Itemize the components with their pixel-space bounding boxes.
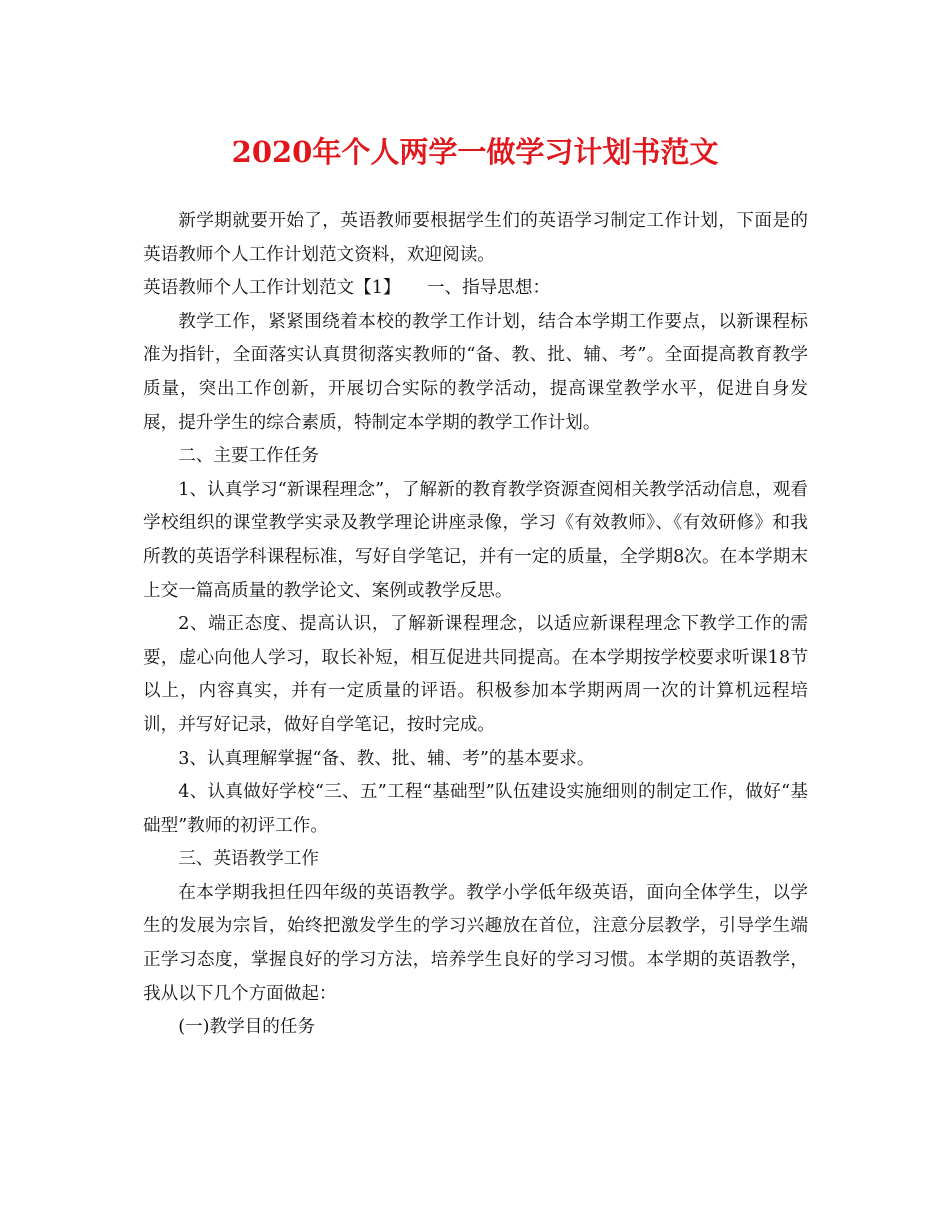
document-title: 2020年个人两学一做学习计划书范文	[231, 135, 719, 169]
heading-teaching-goals: (一)教学目的任务	[178, 1017, 316, 1038]
paragraph-guiding-thought: 教学工作，紧紧围绕着本校的教学工作计划，结合本学期工作要点，以新课程标准为指针，全面落实认真贯彻落实教师的“备、教、批、辅、考”。全面提高教育教学质量，突出工作创新，开展切合实际的教学活动，提高课堂教学水平，促进自身发展，提升学生的综合素质，特制定本学期的教学工作计划。	[143, 311, 808, 433]
paragraph-section-heading: 英语教师个人工作计划范文【1】 一、指导思想：	[143, 278, 551, 299]
paragraph-english-teaching: 在本学期我担任四年级的英语教学。教学小学低年级英语，面向全体学生，以学生的发展为宗旨，始终把激发学生的学习兴趣放在首位，注意分层教学，引导学生端正学习态度，掌握良好的学习方法，培养学生良好的学习习惯。本学期的英语教学，我从以下几个方面做起：	[143, 882, 808, 1004]
paragraph-task-2: 2、端正态度、提高认识，了解新课程理念，以适应新课程理念下教学工作的需要，虚心向他人学习，取长补短，相互促进共同提高。在本学期按学校要求听课18节以上，内容真实，并有一定质量的评语。积极参加本学期两周一次的计算机远程培训，并写好记录，做好自学笔记，按时完成。	[143, 614, 808, 735]
document-body	[143, 205, 808, 1045]
heading-english-teaching: 三、英语教学工作	[178, 849, 319, 870]
heading-main-tasks: 二、主要工作任务	[178, 446, 319, 467]
paragraph-task-3: 3、认真理解掌握“备、教、批、辅、考”的基本要求。	[178, 748, 595, 769]
paragraph-intro: 新学期就要开始了，英语教师要根据学生们的英语学习制定工作计划，下面是的英语教师个人工作计划范文资料，欢迎阅读。	[143, 211, 808, 265]
paragraph-task-4: 4、认真做好学校“三、五”工程“基础型”队伍建设实施细则的制定工作，做好“基础型”教师的初评工作。	[143, 782, 808, 836]
paragraph-task-1: 1、认真学习“新课程理念”，了解新的教育教学资源查阅相关教学活动信息，观看学校组织的课堂教学实录及教学理论讲座录像，学习《有效教师》、《有效研修》和我所教的英语学科课程标准，写好自学笔记，并有一定的质量，全学期8次。在本学期末上交一篇高质量的教学论文、案例或教学反思。	[143, 479, 808, 601]
